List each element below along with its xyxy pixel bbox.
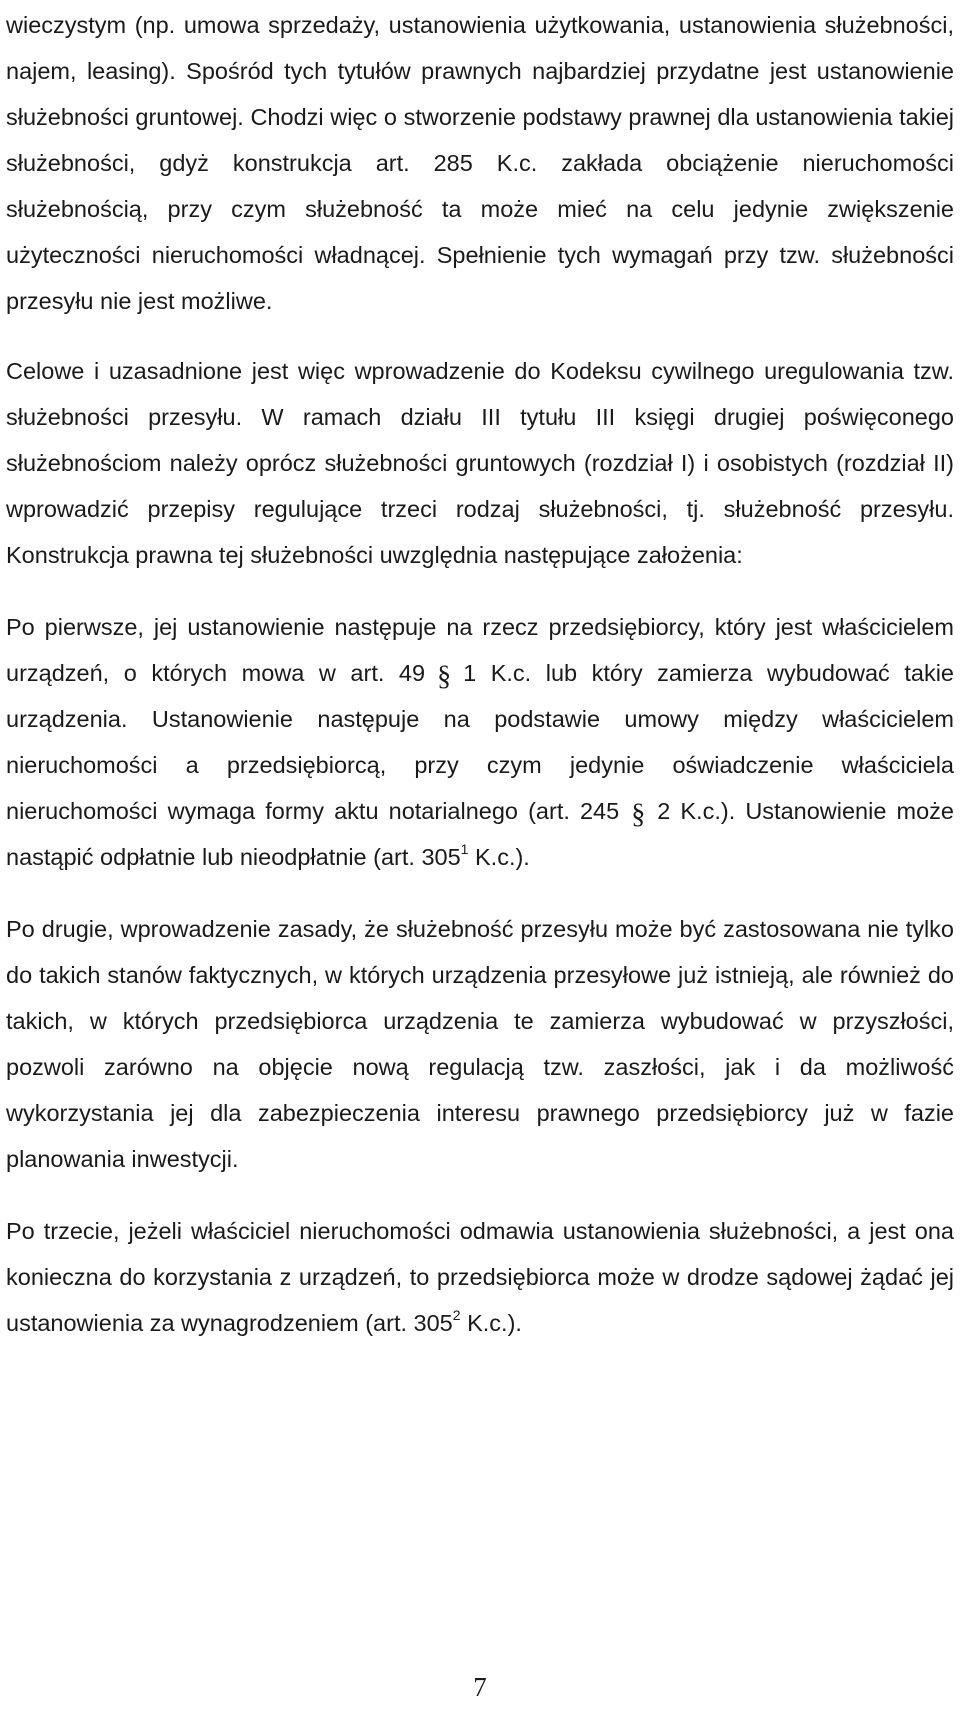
section-sign: § bbox=[437, 661, 452, 692]
paragraph-3-text-3: 2 K.c.). Ustanowienie może nastąpić odpłatnie lub nieodpłatnie (art. 305 bbox=[6, 798, 954, 870]
paragraph-5-text-2: K.c.). bbox=[467, 1310, 522, 1336]
paragraph-4: Po drugie, wprowadzenie zasady, że służebność przesyłu może być zastosowana nie tylko do takich stanów faktycznych, w których urządzenia przesyłowe już istnieją, ale również do takich, w których przedsiębiorca urządzenia te zamierza wybudować w przyszłości, pozwoli zarówno na objęcie nową regulacją tzw. zaszłości, jak i da możliwość wykorzystania jej dla zabezpieczenia interesu prawnego przedsiębiorcy już w fazie planowania inwestycji. bbox=[6, 916, 954, 1172]
paragraph-1: wieczystym (np. umowa sprzedaży, ustanowienia użytkowania, ustanowienia służebności, najem, leasing). Spośród tych tytułów prawnych najbardziej przydatne jest ustanowienie służebności gruntowej. Chodzi więc o stworzenie podstawy prawnej dla ustanowienia takiej służebności, gdyż konstrukcja art. 285 K.c. zakłada obciążenie nieruchomości służebnością, przy czym służebność ta może mieć na celu jedynie zwiększenie użyteczności nieruchomości władnącej. Spełnienie tych wymagań przy tzw. służebności przesyłu nie jest możliwe. bbox=[6, 12, 954, 314]
paragraph-3-text-4: K.c.). bbox=[475, 844, 530, 870]
section-sign: § bbox=[631, 799, 646, 830]
paragraph-3 bbox=[6, 604, 954, 880]
paragraph-5-text-1: Po trzecie, jeżeli właściciel nieruchomości odmawia ustanowienia służebności, a jest ona konieczna do korzystania z urządzeń, to przedsiębiorca może w drodze sądowej żądać jej ustanowienia za wynagrodzeniem (art. 305 bbox=[6, 1218, 954, 1336]
document-body bbox=[6, 2, 954, 1372]
paragraph-3-text-2: 1 K.c. lub który zamierza wybudować takie urządzenia. Ustanowienie następuje na podstawie umowy między właścicielem nieruchomości a przedsiębiorcą, przy czym jedynie oświadczenie właściciela nieruchomości wymaga formy aktu notarialnego (art. 245 bbox=[6, 660, 954, 824]
paragraph-2: Celowe i uzasadnione jest więc wprowadzenie do Kodeksu cywilnego uregulowania tzw. służebności przesyłu. W ramach działu III tytułu III księgi drugiej poświęconego służebnościom należy oprócz służebności gruntowych (rozdział I) i osobistych (rozdział II) wprowadzić przepisy regulujące trzeci rodzaj służebności, tj. służebność przesyłu. Konstrukcja prawna tej służebności uwzględnia następujące założenia: bbox=[6, 358, 954, 568]
paragraph-3-text-1: Po pierwsze, jej ustanowienie następuje na rzecz przedsiębiorcy, który jest właścicielem urządzeń, o których mowa w art. 49 bbox=[6, 614, 954, 686]
superscript: 1 bbox=[460, 841, 469, 858]
superscript: 2 bbox=[452, 1307, 461, 1324]
page-number: 7 bbox=[473, 1672, 487, 1702]
paragraph-5 bbox=[6, 1208, 954, 1346]
